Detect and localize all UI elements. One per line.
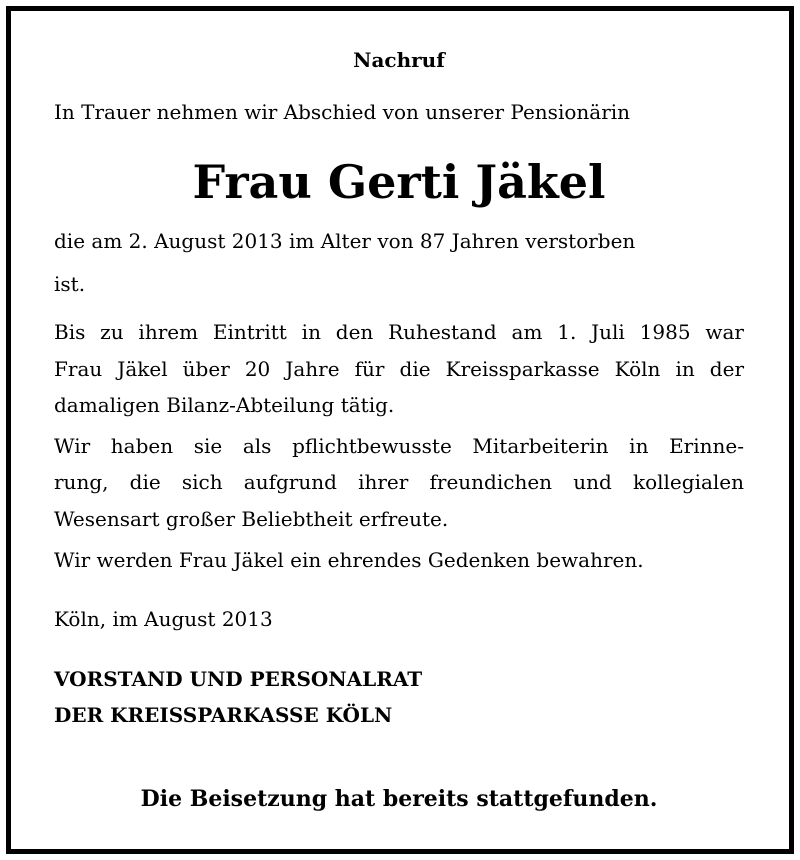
death-line-2: ist. [54,272,86,296]
career-line: Bis zu ihrem Eintritt in den Ruhestand am 1. Juli 1985 war [54,320,744,344]
death-line-1: die am 2. August 2013 im Alter von 87 Jahren verstorben [54,229,636,253]
signature-line: DER KREISSPARKASSE KÖLN [54,703,393,727]
burial-note: Die Beisetzung hat bereits stattgefunden. [140,786,658,812]
notice-heading: Nachruf [353,48,445,72]
signature-line: VORSTAND UND PERSONALRAT [54,667,423,691]
place-date: Köln, im August 2013 [54,607,273,631]
career-line: damaligen Bilanz-Abteilung tätig. [54,393,395,417]
deceased-name: Frau Gerti Jäkel [192,155,606,209]
memory-line: Wir haben sie als pflichtbewusste Mitarbeiterin in Erinne- [54,434,744,458]
memory-line: rung, die sich aufgrund ihrer freundichen und kollegialen [54,470,744,494]
intro-text: In Trauer nehmen wir Abschied von unserer Pensionärin [54,100,631,124]
remembrance-text: Wir werden Frau Jäkel ein ehrendes Gedenken bewahren. [54,548,644,572]
career-line: Frau Jäkel über 20 Jahre für die Kreissparkasse Köln in der [54,357,744,381]
memory-line: Wesensart großer Beliebtheit erfreute. [54,507,449,531]
